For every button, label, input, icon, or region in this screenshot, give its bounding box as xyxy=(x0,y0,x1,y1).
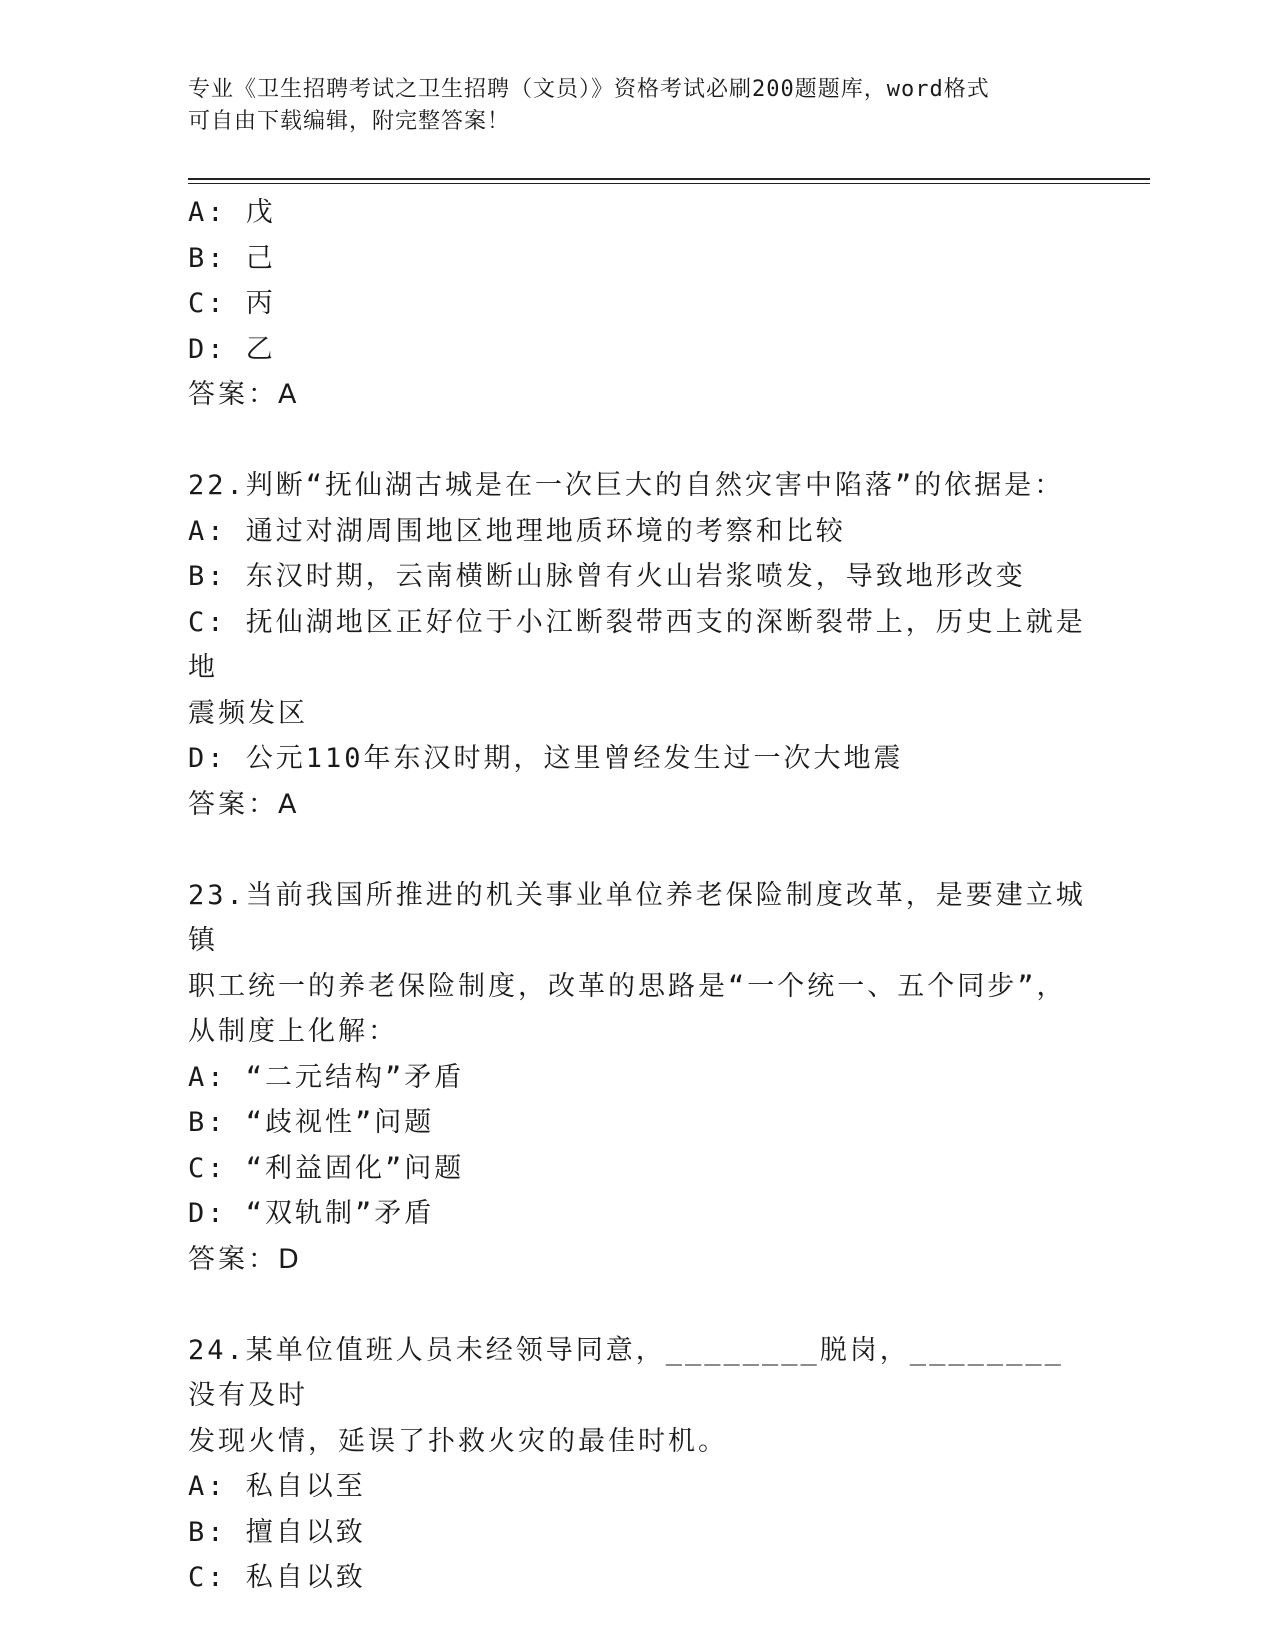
question-21-continued xyxy=(188,190,1088,418)
option-b: B: “歧视性”问题 xyxy=(188,1107,435,1138)
question-list xyxy=(188,190,1088,1601)
option-c: C: “利益固化”问题 xyxy=(188,1152,465,1184)
option-d: D: “双轨制”矛盾 xyxy=(188,1198,435,1229)
question-stem: 23.当前我国所推进的机关事业单位养老保险制度改革，是要建立城镇 xyxy=(188,879,1086,956)
option-c: C: 抚仙湖地区正好位于小江断裂带西支的深断裂带上，历史上就是地 xyxy=(188,606,1086,683)
question-stem: 22.判断“抚仙湖古城是在一次巨大的自然灾害中陷落”的依据是： xyxy=(188,470,1065,501)
question-24 xyxy=(188,1328,1088,1601)
document-header xyxy=(188,74,1088,138)
option-c-continued: 震频发区 xyxy=(188,697,308,729)
spacer xyxy=(188,827,1088,873)
option-b: B: 擅自以致 xyxy=(188,1516,366,1548)
option-a: A: 私自以至 xyxy=(188,1471,366,1502)
header-line-1: 专业《卫生招聘考试之卫生招聘（文员）》资格考试必刷200题题库，word格式 xyxy=(188,77,990,102)
question-stem-continued: 从制度上化解： xyxy=(188,1016,398,1047)
option-c: C: 私自以致 xyxy=(188,1562,366,1593)
option-a: A: 戊 xyxy=(188,197,276,228)
question-stem-continued: 发现火情，延误了扑救火灾的最佳时机。 xyxy=(188,1425,728,1457)
header-line-2: 可自由下载编辑，附完整答案！ xyxy=(188,109,511,134)
answer-line: 答案：D xyxy=(188,1243,302,1275)
option-a: A: 通过对湖周围地区地理地质环境的考察和比较 xyxy=(188,515,846,547)
option-d: D: 乙 xyxy=(188,333,276,365)
header-rule-thin xyxy=(188,183,1150,184)
option-a: A: “二元结构”矛盾 xyxy=(188,1061,465,1093)
header-rule-thick xyxy=(188,178,1150,180)
option-b: B: 己 xyxy=(188,242,276,274)
answer-line: 答案：A xyxy=(188,379,300,410)
question-22 xyxy=(188,463,1088,827)
spacer xyxy=(188,418,1088,464)
question-stem: 24.某单位值班人员未经领导同意，________脱岗，________没有及时 xyxy=(188,1334,1064,1411)
spacer xyxy=(188,1282,1088,1328)
question-23 xyxy=(188,873,1088,1283)
question-stem-continued: 职工统一的养老保险制度，改革的思路是“一个统一、五个同步”， xyxy=(188,970,1067,1002)
option-d: D: 公元110年东汉时期，这里曾经发生过一次大地震 xyxy=(188,743,904,774)
option-b: B: 东汉时期，云南横断山脉曾有火山岩浆喷发，导致地形改变 xyxy=(188,561,1026,592)
option-c: C: 丙 xyxy=(188,288,276,319)
answer-line: 答案：A xyxy=(188,788,300,820)
